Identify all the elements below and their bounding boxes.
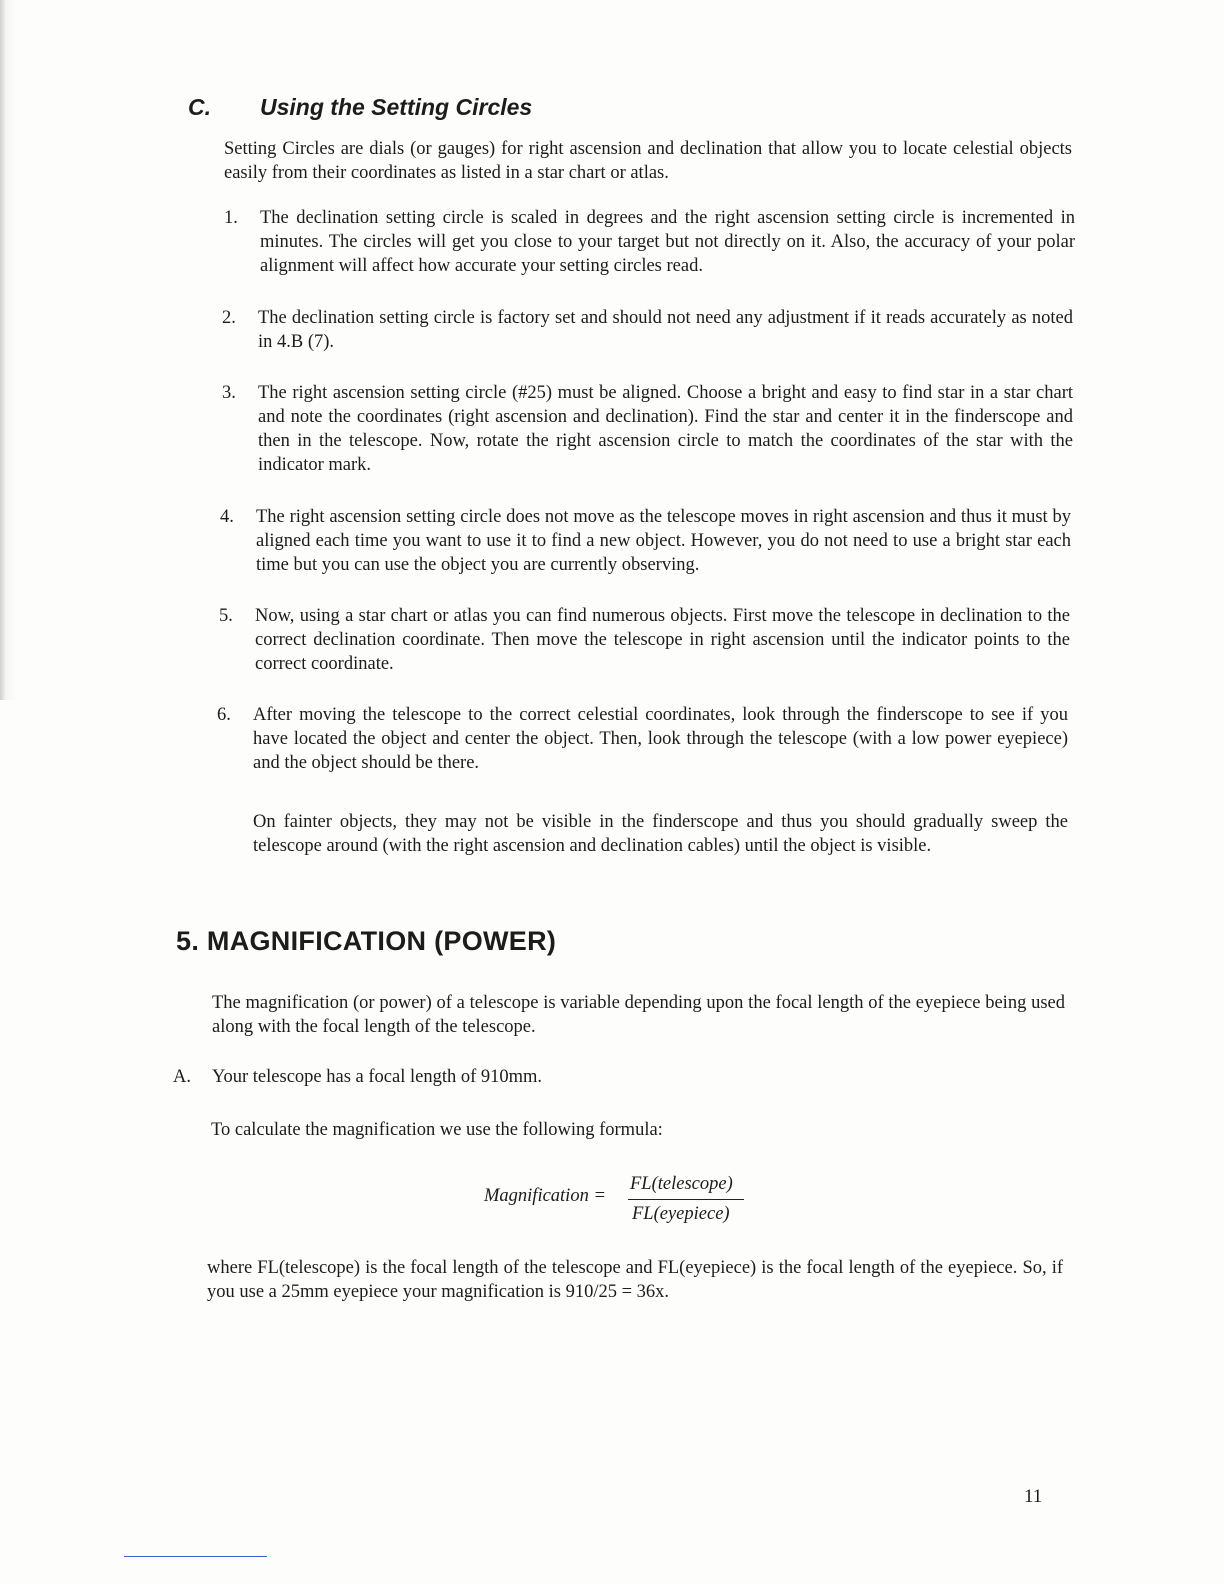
formula-intro: To calculate the magnification we use the following formula: [211,1120,663,1140]
page-number: 11 [1024,1486,1043,1507]
list-item-number: 2. [222,308,236,328]
formula-explanation: where FL(telescope) is the focal length of the telescope and FL(eyepiece) is the focal length of the eyepiece. So, if you use a 25mm eyepiece your magnification is 910/25 = 36x. [207,1258,1063,1302]
section-c-title: Using the Setting Circles [260,94,533,120]
list-item-number: 1. [224,208,238,228]
list-item-number: 5. [219,606,233,626]
list-item-text: Your telescope has a focal length of 910mm. [212,1067,543,1087]
list-item-text: The right ascension setting circle does not move as the telescope moves in right ascension and thus it must by aligned each time you want to use it to find a new object. However, you do not need to use a bright star each time but you can use the object you are currently observing. [256,507,1071,575]
list-item-text: The declination setting circle is scaled in degrees and the right ascension setting circle is incremented in minutes. The circles will get you close to your target but not directly on it. Also, the accuracy of your polar alignment will affect how accurate your setting circles read. [260,208,1075,276]
fraction-bar [628,1199,744,1200]
list-item-number: 3. [222,383,236,403]
setting-circles-intro: Setting Circles are dials (or gauges) for right ascension and declination that allow you to locate celestial objects easily from their coordinates as listed in a star chart or atlas. [224,139,1072,183]
list-item-number: 6. [217,705,231,725]
scan-edge-shadow [0,0,16,700]
list-item-text: The declination setting circle is factory set and should not need any adjustment if it reads accurately as noted in 4.B (7). [258,308,1073,352]
magnification-formula [484,1172,764,1232]
section-c-heading [188,94,1088,130]
list-item-text: The right ascension setting circle (#25) must be aligned. Choose a bright and easy to find star in a star chart and note the coordinates (right ascension and declination). Find the star and center it in the finderscope and then in the telescope. Now, rotate the right ascension circle to match the coordinates of the star with the indicator mark. [258,383,1073,475]
section-c-letter: C. [188,94,211,120]
fainter-objects-note: On fainter objects, they may not be visible in the finderscope and thus you should gradually sweep the telescope around (with the right ascension and declination cables) until the object is visible. [253,812,1068,856]
list-item-number: 4. [220,507,234,527]
list-item-label: A. [173,1067,191,1087]
magnification-heading: 5. MAGNIFICATION (POWER) [176,926,557,956]
magnification-intro: The magnification (or power) of a telescope is variable depending upon the focal length of the eyepiece being used along with the focal length of the telescope. [212,993,1065,1037]
formula-denominator: FL(eyepiece) [632,1204,730,1224]
list-item-text: After moving the telescope to the correct celestial coordinates, look through the finderscope to see if you have located the object and center the object. Then, look through the telescope (with a low power eyepiece) and the object should be there. [253,705,1068,773]
list-item-text: Now, using a star chart or atlas you can find numerous objects. First move the telescope in declination to the correct declination coordinate. Then move the telescope in right ascension until the indicator points to the correct coordinate. [255,606,1070,674]
formula-lhs: Magnification = [484,1186,606,1206]
formula-numerator: FL(telescope) [630,1174,733,1194]
footer-rule [124,1556,267,1557]
